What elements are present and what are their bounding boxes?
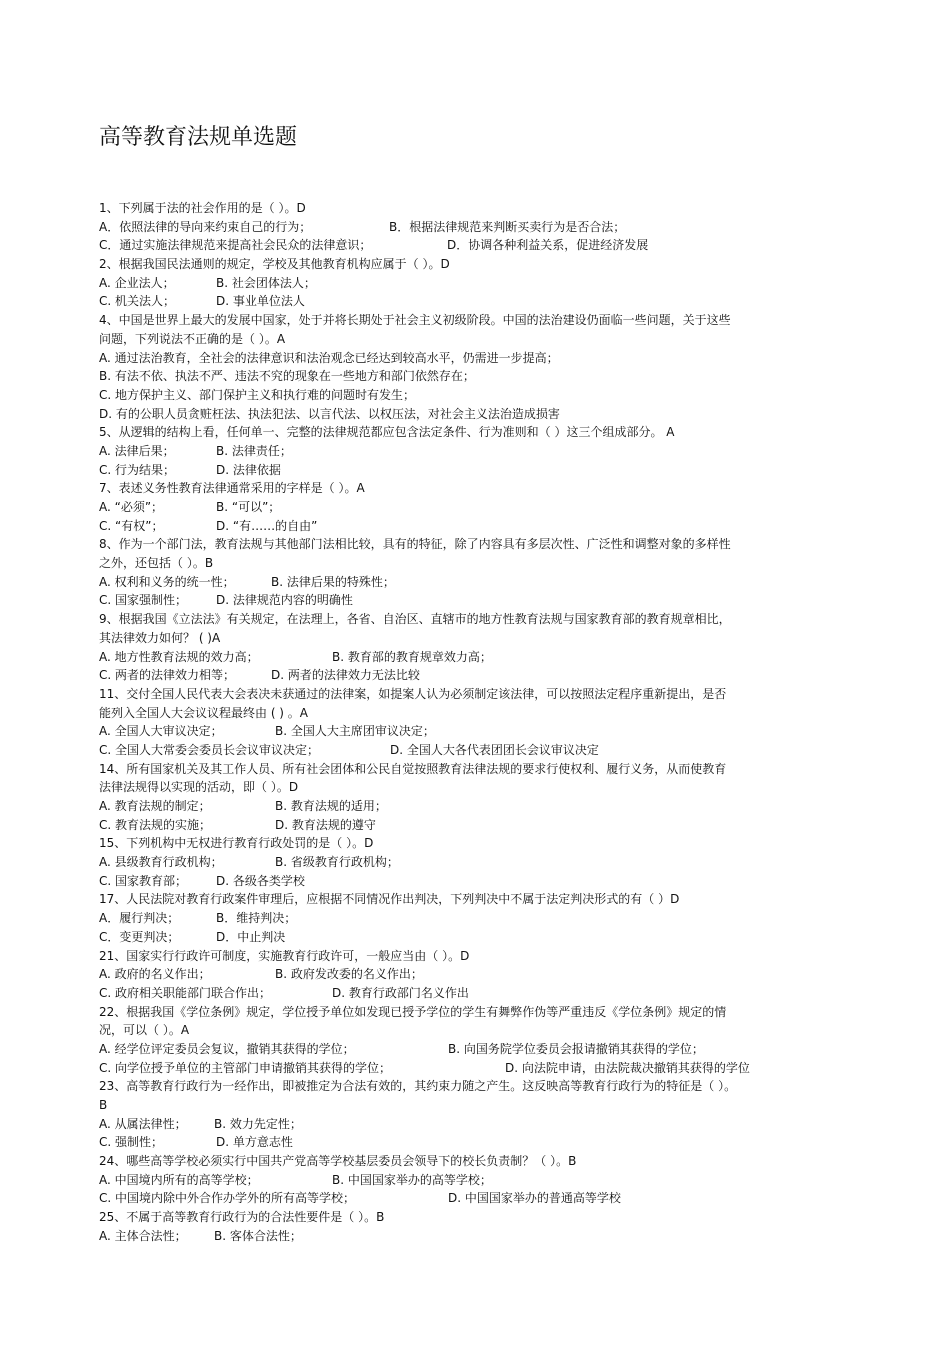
question-list [99,199,899,1246]
text-line [99,965,899,984]
line-text: C. 机关法人； [99,294,176,309]
line-text: C. 政府相关职能部门联合作出； [99,985,272,1000]
text-line [99,704,899,723]
line-text: 11、交付全国人民代表大会表决未获通过的法律案，如提案人认为必须制定该法律，可以按照法定程序重新提出，是否 [99,686,727,701]
line-text: C. 国家教育部； [99,873,188,888]
line-text: 7、表述义务性教育法律通常采用的字样是（ ）。A [99,481,365,496]
text-line [99,591,899,610]
text-line [99,573,899,592]
text-line [99,722,899,741]
line-text: A. 主体合法性； [99,1228,187,1243]
line-text: 8、作为一个部门法，教育法规与其他部门法相比较，具有的特征，除了内容具有多层次性、广泛性和调整对象的多样性 [99,537,731,552]
line-text: A. 企业法人； [99,275,175,290]
line-text: 15、下列机构中无权进行教育行政处罚的是（ ）。D [99,836,374,851]
line-text: C．变更判决； [99,929,180,944]
text-line [99,461,899,480]
option-text: B. 政府发改委的名义作出； [275,967,423,982]
option-text: D. 教育法规的遵守 [275,817,376,832]
option-text: D. 全国人大各代表团团长会议审议决定 [390,742,599,757]
option-text: D. 向法院申请，由法院裁决撤销其获得的学位 [505,1060,750,1075]
option-text: B. 向国务院学位委员会报请撤销其获得的学位； [448,1041,704,1056]
line-text: 21、国家实行行政许可制度，实施教育行政许可，一般应当由（ ）。D [99,948,470,963]
text-line [99,535,899,554]
text-line [99,1133,899,1152]
text-line [99,1077,899,1096]
option-text: B. “可以”； [216,500,281,514]
option-text: B．维持判决； [216,911,297,926]
line-text: 23、高等教育行政行为一经作出，即被推定为合法有效的，其约束力随之产生。这反映高等教育行政行为的特征是（ ）。 [99,1079,737,1094]
line-text: D. 有的公职人员贪赃枉法、执法犯法、以言代法、以权压法，对社会主义法治造成损害 [99,406,560,421]
text-line [99,909,899,928]
option-text: D. 法律规范内容的明确性 [216,593,353,608]
text-line [99,255,899,274]
line-text: 之外，还包括（ ）。B [99,556,214,571]
line-text: A. 全国人大审议决定； [99,724,223,739]
text-line [99,1059,899,1078]
option-text: B. 客体合法性； [214,1228,302,1243]
line-text: 1、下列属于法的社会作用的是（ ）。D [99,201,306,215]
text-line [99,947,899,966]
text-line [99,610,899,629]
option-text: D. 事业单位法人 [216,294,305,309]
line-text: C. 强制性； [99,1135,164,1150]
text-line [99,517,899,536]
text-line [99,1208,899,1227]
line-text: C. 国家强制性； [99,593,188,608]
option-text: D. 单方意志性 [216,1135,293,1150]
text-line [99,797,899,816]
line-text: A. 权利和义务的统一性； [99,574,235,589]
text-line [99,872,899,891]
line-text: A. 经学位评定委员会复议，撤销其获得的学位； [99,1041,355,1056]
text-line [99,311,899,330]
line-text: 5、从逻辑的结构上看，任何单一、完整的法律规范都应包含法定条件、行为准则和（ ）这三个组成部分。 A [99,425,675,440]
text-line [99,479,899,498]
text-line [99,199,899,218]
text-line [99,423,899,442]
line-text: 17、人民法院对教育行政案件审理后，应根据不同情况作出判决，下列判决中不属于法定判决形式的有（ ）D [99,892,680,907]
option-text: B. 法律后果的特殊性； [271,574,395,589]
text-line [99,1021,899,1040]
line-text: A. 教育法规的制定； [99,799,211,813]
line-text: C. 全国人大常委会委员长会议审议决定； [99,742,320,757]
line-text: A. 地方性教育法规的效力高； [99,649,259,664]
option-text: D. 中国国家举办的普通高等学校 [448,1191,621,1206]
text-line [99,554,899,573]
option-text: B. 教育法规的适用； [275,799,387,813]
line-text: A. 通过法治教育，全社会的法律意识和法治观念已经达到较高水平，仍需进一步提高； [99,350,559,365]
line-text: C. “有权”； [99,518,164,533]
option-text: D. 两者的法律效力无法比较 [271,668,420,683]
option-text: D. 教育行政部门名义作出 [332,985,469,1000]
text-line [99,367,899,386]
text-line [99,386,899,405]
text-line [99,330,899,349]
document-title: 高等教育法规单选题 [99,125,298,150]
text-line [99,218,899,237]
line-text: C. 行为结果； [99,462,176,477]
line-text: B [99,1098,108,1112]
text-line [99,984,899,1003]
option-text: B. 效力先定性； [214,1116,302,1131]
text-line [99,349,899,368]
text-line [99,666,899,685]
text-line [99,1003,899,1022]
line-text: 2、根据我国民法通则的规定，学校及其他教育机构应属于（ ）。D [99,257,450,272]
line-text: A．依照法律的导向来约束自己的行为； [99,219,312,234]
text-line [99,648,899,667]
line-text: C. 地方保护主义、部门保护主义和执行难的问题时有发生； [99,387,416,402]
line-text: 9、根据我国《立法法》有关规定，在法理上，各省、自治区、直辖市的地方性教育法规与国家教育部的教育规章相比， [99,612,731,627]
text-line [99,1152,899,1171]
line-text: 能列入全国人大会议议程最终由 ( ) 。A [99,705,309,720]
option-text: D. 各级各类学校 [216,873,305,888]
line-text: 24、哪些高等学校必须实行中国共产党高等学校基层委员会领导下的校长负责制？（ ）。B [99,1154,577,1169]
option-text: D．中止判决 [216,929,286,944]
line-text: 其法律效力如何？ ( )A [99,630,221,645]
text-line [99,236,899,255]
text-line [99,685,899,704]
line-text: 问题，下列说法不正确的是（ ）。A [99,331,286,346]
option-text: B. 中国国家举办的高等学校； [332,1172,492,1187]
text-line [99,629,899,648]
line-text: C. 向学位授予单位的主管部门申请撤销其获得的学位； [99,1060,392,1075]
line-text: 14、所有国家机关及其工作人员、所有社会团体和公民自觉按照教育法律法规的要求行使权利、履行义务，从而使教育 [99,761,727,776]
text-line [99,890,899,909]
text-line [99,853,899,872]
text-line [99,741,899,760]
option-text: D. “有……的自由” [216,518,318,533]
text-line [99,498,899,517]
text-line [99,1096,899,1115]
text-line [99,1189,899,1208]
line-text: A. 从属法律性； [99,1116,187,1131]
line-text: 22、根据我国《学位条例》规定，学位授予单位如发现已授予学位的学生有舞弊作伪等严重违反《学位条例》规定的情 [99,1004,727,1019]
line-text: 法律法规得以实现的活动，即（ ）。D [99,780,299,795]
option-text: B. 省级教育行政机构； [275,855,399,870]
line-text: C. 中国境内除中外合作办学外的所有高等学校； [99,1191,356,1206]
text-line [99,274,899,293]
text-line [99,1040,899,1059]
option-text: B. 法律责任； [216,443,292,458]
line-text: 25、不属于高等教育行政行为的合法性要件是（ ）。B [99,1210,385,1225]
line-text: A. “必须”； [99,500,164,514]
text-line [99,292,899,311]
option-text: D．协调各种利益关系，促进经济发展 [447,238,649,253]
line-text: C．通过实施法律规范来提高社会民众的法律意识； [99,238,372,253]
text-line [99,778,899,797]
text-line [99,760,899,779]
option-text: B. 全国人大主席团审议决定； [275,724,435,739]
text-line [99,816,899,835]
line-text: B. 有法不依、执法不严、违法不究的现象在一些地方和部门依然存在； [99,369,475,384]
line-text: A. 政府的名义作出； [99,967,211,982]
option-text: B. 社会团体法人； [216,275,316,290]
text-line [99,405,899,424]
line-text: A. 法律后果； [99,443,175,458]
text-line [99,928,899,947]
option-text: B．根据法律规范来判断买卖行为是否合法； [389,219,626,234]
line-text: C. 两者的法律效力相等； [99,668,236,683]
option-text: B. 教育部的教育规章效力高； [332,649,492,664]
text-line [99,1171,899,1190]
text-line [99,834,899,853]
line-text: A．履行判决； [99,911,180,926]
text-line [99,1115,899,1134]
text-line [99,442,899,461]
line-text: 况，可以（ ）。A [99,1023,190,1038]
option-text: D. 法律依据 [216,462,281,477]
line-text: A. 县级教育行政机构； [99,855,223,870]
line-text: 4、中国是世界上最大的发展中国家，处于并将长期处于社会主义初级阶段。中国的法治建设仍面临一些问题，关于这些 [99,313,731,328]
text-line [99,1227,899,1246]
line-text: C. 教育法规的实施； [99,817,212,832]
line-text: A. 中国境内所有的高等学校； [99,1172,259,1187]
